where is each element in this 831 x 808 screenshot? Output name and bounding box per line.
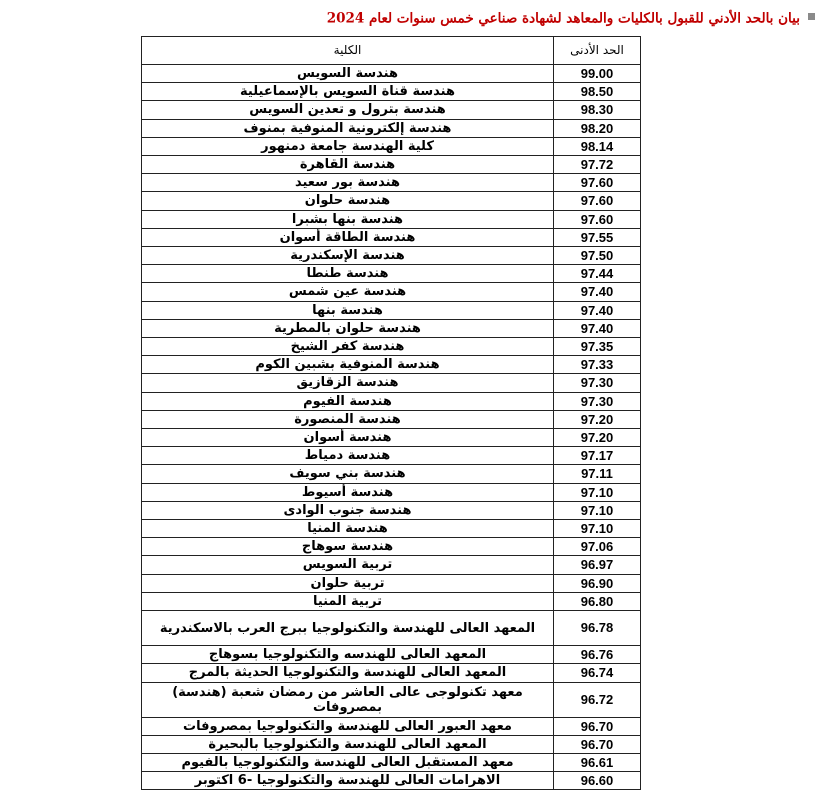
college-cell: المعهد العالى للهندسة والتكنولوجيا ببرج العرب بالاسكندرية: [142, 611, 554, 646]
table-row: [142, 83, 641, 101]
table-row: [142, 753, 641, 771]
min-score-cell: 99.00: [554, 65, 641, 83]
table-row: [142, 338, 641, 356]
table-row: [142, 265, 641, 283]
table-row: [142, 192, 641, 210]
college-cell: تربية السويس: [142, 556, 554, 574]
min-score-cell: 97.30: [554, 392, 641, 410]
min-score-cell: 97.44: [554, 265, 641, 283]
table-row: [142, 319, 641, 337]
college-cell: هندسة بنها: [142, 301, 554, 319]
table-row: [142, 392, 641, 410]
table-row: [142, 483, 641, 501]
table-row: [142, 682, 641, 717]
college-cell: هندسة أسيوط: [142, 483, 554, 501]
college-cell: كلية الهندسة جامعة دمنهور: [142, 137, 554, 155]
min-score-cell: 96.70: [554, 735, 641, 753]
college-cell: هندسة الفيوم: [142, 392, 554, 410]
min-score-cell: 96.78: [554, 611, 641, 646]
college-cell: معهد تكنولوجى عالى العاشر من رمضان شعبة (هندسة) بمصروفات: [142, 682, 554, 717]
table-row: [142, 301, 641, 319]
min-score-cell: 97.35: [554, 338, 641, 356]
min-score-cell: 97.60: [554, 192, 641, 210]
min-score-cell: 96.90: [554, 574, 641, 592]
table-header-row: [142, 37, 641, 65]
min-score-cell: 98.30: [554, 101, 641, 119]
min-score-cell: 96.60: [554, 772, 641, 790]
min-score-cell: 98.20: [554, 119, 641, 137]
table-row: [142, 646, 641, 664]
college-cell: هندسة المنوفية بشبين الكوم: [142, 356, 554, 374]
table-row: [142, 772, 641, 790]
college-cell: المعهد العالى للهندسه والتكنولوجيا بسوهاج: [142, 646, 554, 664]
min-score-cell: 96.80: [554, 592, 641, 610]
table-row: [142, 137, 641, 155]
table-row: [142, 174, 641, 192]
min-score-cell: 97.33: [554, 356, 641, 374]
min-score-cell: 97.40: [554, 301, 641, 319]
min-score-cell: 97.20: [554, 429, 641, 447]
table-row: [142, 717, 641, 735]
college-cell: هندسة قناة السويس بالإسماعيلية: [142, 83, 554, 101]
college-cell: الاهرامات العالى للهندسة والتكنولوجيا -6 اكتوبر: [142, 772, 554, 790]
college-cell: معهد المستقبل العالى للهندسة والتكنولوجيا بالفيوم: [142, 753, 554, 771]
min-score-cell: 97.60: [554, 210, 641, 228]
min-score-cell: 97.30: [554, 374, 641, 392]
college-cell: هندسة سوهاج: [142, 538, 554, 556]
min-score-cell: 97.17: [554, 447, 641, 465]
college-cell: هندسة بنها بشبرا: [142, 210, 554, 228]
table-row: [142, 447, 641, 465]
min-score-cell: 96.74: [554, 664, 641, 682]
table-row: [142, 611, 641, 646]
table-row: [142, 501, 641, 519]
table-row: [142, 465, 641, 483]
table-row: [142, 356, 641, 374]
table-row: [142, 210, 641, 228]
college-cell: هندسة السويس: [142, 65, 554, 83]
table-row: [142, 410, 641, 428]
table-row: [142, 429, 641, 447]
college-cell: هندسة الطاقة أسوان: [142, 228, 554, 246]
table-row: [142, 735, 641, 753]
college-cell: هندسة طنطا: [142, 265, 554, 283]
min-score-cell: 97.06: [554, 538, 641, 556]
college-cell: تربية حلوان: [142, 574, 554, 592]
table-row: [142, 101, 641, 119]
college-cell: هندسة بني سويف: [142, 465, 554, 483]
table-row: [142, 374, 641, 392]
min-score-cell: 97.50: [554, 247, 641, 265]
min-score-cell: 97.40: [554, 319, 641, 337]
table-row: [142, 538, 641, 556]
college-cell: تربية المنيا: [142, 592, 554, 610]
table-row: [142, 574, 641, 592]
min-score-cell: 97.11: [554, 465, 641, 483]
table-row: [142, 556, 641, 574]
college-cell: المعهد العالى للهندسة والتكنولوجيا بالبحيرة: [142, 735, 554, 753]
min-score-cell: 97.10: [554, 501, 641, 519]
min-score-cell: 97.20: [554, 410, 641, 428]
college-cell: هندسة القاهرة: [142, 156, 554, 174]
table-row: [142, 664, 641, 682]
college-cell: هندسة عين شمس: [142, 283, 554, 301]
table-row: [142, 228, 641, 246]
min-score-cell: 97.55: [554, 228, 641, 246]
min-score-cell: 96.70: [554, 717, 641, 735]
college-cell: معهد العبور العالى للهندسة والتكنولوجيا بمصروفات: [142, 717, 554, 735]
table-row: [142, 592, 641, 610]
college-cell: هندسة حلوان بالمطرية: [142, 319, 554, 337]
table-row: [142, 65, 641, 83]
college-cell: هندسة جنوب الوادى: [142, 501, 554, 519]
title-row: [40, 8, 815, 27]
min-scores-table: [141, 36, 641, 790]
min-score-cell: 97.60: [554, 174, 641, 192]
college-cell: هندسة الإسكندرية: [142, 247, 554, 265]
college-cell: هندسة المنصورة: [142, 410, 554, 428]
table-row: [142, 119, 641, 137]
college-cell: هندسة المنيا: [142, 520, 554, 538]
table-row: [142, 520, 641, 538]
college-cell: هندسة بور سعيد: [142, 174, 554, 192]
min-score-cell: 97.10: [554, 520, 641, 538]
min-score-cell: 97.40: [554, 283, 641, 301]
min-score-cell: 98.50: [554, 83, 641, 101]
college-cell: هندسة بترول و تعدين السويس: [142, 101, 554, 119]
college-cell: هندسة حلوان: [142, 192, 554, 210]
page-title: بيان بالحد الأدني للقبول بالكليات والمعاهد لشهادة صناعي خمس سنوات لعام 2024: [326, 10, 800, 27]
min-score-cell: 97.72: [554, 156, 641, 174]
min-score-cell: 96.76: [554, 646, 641, 664]
college-cell: هندسة دمياط: [142, 447, 554, 465]
college-header: الكلية: [142, 37, 554, 65]
college-cell: هندسة كفر الشيخ: [142, 338, 554, 356]
min-score-cell: 96.72: [554, 682, 641, 717]
college-cell: المعهد العالى للهندسة والتكنولوجيا الحديثة بالمرج: [142, 664, 554, 682]
min-score-cell: 96.61: [554, 753, 641, 771]
table-row: [142, 247, 641, 265]
min-score-header: الحد الأدنى: [554, 37, 641, 65]
square-bullet-icon: [808, 13, 815, 20]
min-score-cell: 97.10: [554, 483, 641, 501]
table-row: [142, 283, 641, 301]
min-score-cell: 98.14: [554, 137, 641, 155]
min-score-cell: 96.97: [554, 556, 641, 574]
college-cell: هندسة أسوان: [142, 429, 554, 447]
table-row: [142, 156, 641, 174]
college-cell: هندسة الزقازيق: [142, 374, 554, 392]
college-cell: هندسة إلكترونية المنوفية بمنوف: [142, 119, 554, 137]
